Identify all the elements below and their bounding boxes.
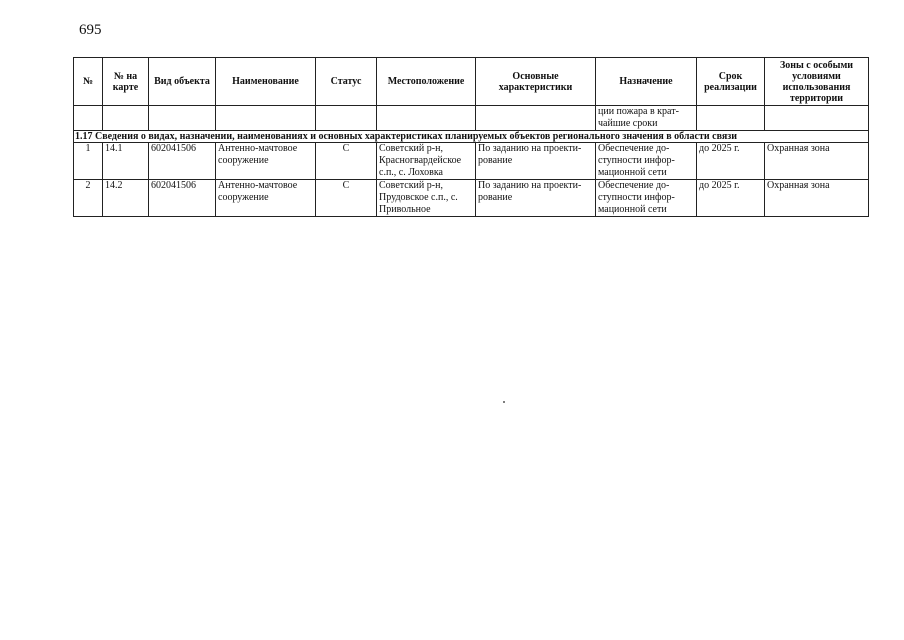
table-header-row: [74, 58, 869, 106]
header-location: Местоположение: [377, 58, 476, 106]
header-deadline: Срок реализации: [697, 58, 765, 106]
cell-status: С: [316, 180, 377, 217]
continuation-text: ции пожара в крат-чайшие сроки: [596, 106, 697, 131]
cell-purpose: Обеспечение до-ступности инфор-мационной сети: [596, 180, 697, 217]
cell-characteristics: По заданию на проекти-рование: [476, 180, 596, 217]
cell-map-number: 14.2: [103, 180, 149, 217]
section-row: [74, 131, 869, 143]
page-number: 695: [79, 22, 102, 38]
header-status: Статус: [316, 58, 377, 106]
header-name: Наименование: [216, 58, 316, 106]
cell-object-type: 602041506: [149, 180, 216, 217]
cell-location: Советский р-н, Прудовское с.п., с. Привольное: [377, 180, 476, 217]
header-purpose: Назначение: [596, 58, 697, 106]
continuation-row: [74, 106, 869, 131]
header-object-type: Вид объекта: [149, 58, 216, 106]
cell-status: С: [316, 143, 377, 180]
cell-characteristics: По заданию на проекти-рование: [476, 143, 596, 180]
cell-name: Антенно-мачтовое сооружение: [216, 143, 316, 180]
header-special-zones: Зоны с особыми условиями использования территории: [765, 58, 869, 106]
cell-object-type: 602041506: [149, 143, 216, 180]
cell-map-number: 14.1: [103, 143, 149, 180]
header-number: №: [74, 58, 103, 106]
cell-deadline: до 2025 г.: [697, 143, 765, 180]
cell-purpose: Обеспечение до-ступности инфор-мационной сети: [596, 143, 697, 180]
planned-objects-table: [73, 57, 869, 217]
header-characteristics: Основные характеристики: [476, 58, 596, 106]
cell-location: Советский р-н, Красногвардейское с.п., с. Лоховка: [377, 143, 476, 180]
header-map-number: № на карте: [103, 58, 149, 106]
cell-number: 1: [74, 143, 103, 180]
section-title: 1.17 Сведения о видах, назначении, наименованиях и основных характеристиках планируемых объектов регионального значения в области связи: [74, 131, 869, 143]
cell-name: Антенно-мачтовое сооружение: [216, 180, 316, 217]
cell-deadline: до 2025 г.: [697, 180, 765, 217]
scan-speck: [503, 401, 505, 403]
cell-special-zones: Охранная зона: [765, 180, 869, 217]
table-row: [74, 180, 869, 217]
cell-number: 2: [74, 180, 103, 217]
cell-special-zones: Охранная зона: [765, 143, 869, 180]
table-row: [74, 143, 869, 180]
